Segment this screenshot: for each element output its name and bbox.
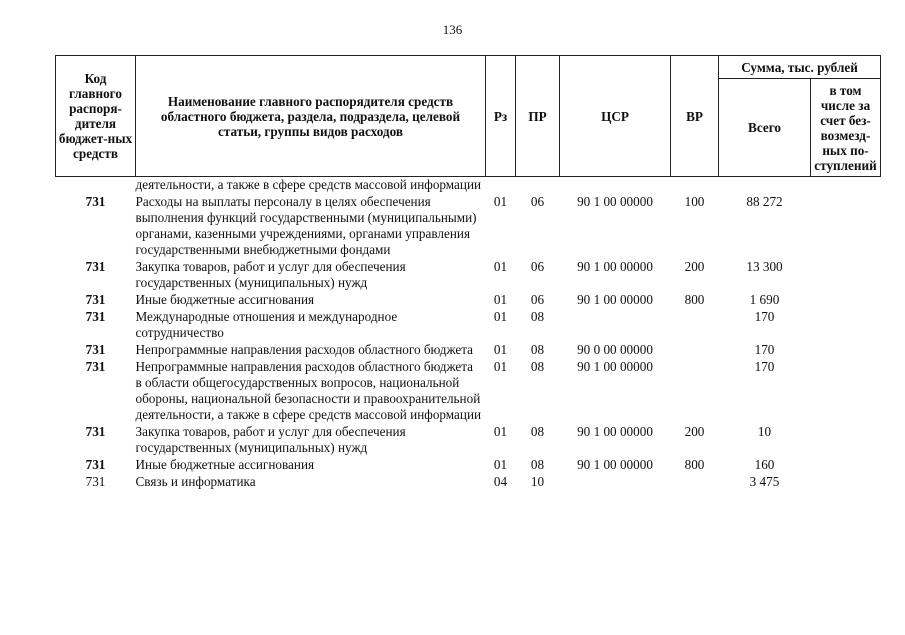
- cell-total: 160: [754, 457, 775, 472]
- cell-vr: [671, 341, 719, 358]
- table-row: [56, 473, 881, 490]
- cell-vr: 200: [684, 424, 705, 439]
- cell-total: 13 300: [746, 259, 783, 274]
- cell-gratuitous: [811, 423, 881, 456]
- cell-name: Расходы на выплаты персоналу в целях обеспечения выполнения функций государственными (муниципальными) органами, казенными учреждениями, органами управления государственными внебюджетными фондами: [135, 194, 477, 257]
- cell-vr: 800: [684, 292, 705, 307]
- cell-csr: 90 1 00 00000: [577, 194, 653, 209]
- header-name: Наименование главного распорядителя средств областного бюджета, раздела, подраздела, целевой статьи, группы видов расходов: [136, 56, 486, 177]
- cell-csr: 90 1 00 00000: [577, 424, 653, 439]
- table-row: [56, 258, 881, 291]
- cell-total: 88 272: [746, 194, 783, 209]
- cell-gratuitous: [811, 473, 881, 490]
- cell-gratuitous: [811, 456, 881, 473]
- cell-code: 731: [85, 359, 106, 374]
- header-code: Код главного распоря-дителя бюджет-ных средств: [56, 56, 136, 177]
- cell-pr: 08: [530, 309, 545, 324]
- cell-gratuitous: [811, 308, 881, 341]
- cell-csr: [560, 473, 671, 490]
- cell-name: Связь и информатика: [135, 474, 256, 489]
- cell-vr: 800: [684, 457, 705, 472]
- cell-name: Непрограммные направления расходов областного бюджета в области общегосударственных вопросов, национальной обороны, национальной безопасности и правоохранительной деятельности, а также в сфере средств массовой информации: [135, 359, 482, 422]
- cell-rz: 01: [493, 342, 508, 357]
- cell-total: 10: [757, 424, 772, 439]
- cell-rz: 01: [493, 359, 508, 374]
- cell-vr: [671, 308, 719, 341]
- cell-rz: 01: [493, 309, 508, 324]
- header-gratuitous: в том числе за счет без-возмезд-ных по-ступлений: [811, 79, 881, 177]
- cell-total: 170: [754, 309, 775, 324]
- cell-gratuitous: [811, 341, 881, 358]
- table-row: [56, 423, 881, 456]
- table-row: [56, 358, 881, 423]
- cell-total: 170: [754, 359, 775, 374]
- cell-csr: 90 0 00 00000: [577, 342, 653, 357]
- cell-name: Закупка товаров, работ и услуг для обеспечения государственных (муниципальных) нужд: [135, 259, 406, 290]
- table-row: [56, 456, 881, 473]
- cell-csr: 90 1 00 00000: [577, 259, 653, 274]
- cell-pr: 08: [530, 359, 545, 374]
- header-vr: ВР: [671, 56, 719, 177]
- cell-code: 731: [85, 259, 106, 274]
- cell-total: 3 475: [749, 474, 780, 489]
- table-row: [56, 308, 881, 341]
- header-total: Всего: [719, 79, 811, 177]
- header-pr: ПР: [516, 56, 560, 177]
- cell-name: Иные бюджетные ассигнования: [135, 457, 315, 472]
- cell-rz: 01: [493, 259, 508, 274]
- cell-csr: 90 1 00 00000: [577, 457, 653, 472]
- cell-pr: 10: [530, 474, 545, 489]
- cell-gratuitous: [811, 358, 881, 423]
- cell-total: 1 690: [749, 292, 780, 307]
- cell-rz: 01: [493, 194, 508, 209]
- cell-name: Закупка товаров, работ и услуг для обеспечения государственных (муниципальных) нужд: [135, 424, 406, 455]
- cell-total: 170: [754, 342, 775, 357]
- cell-pr: 06: [530, 194, 545, 209]
- cell-name: Иные бюджетные ассигнования: [135, 292, 315, 307]
- cell-name: Непрограммные направления расходов областного бюджета: [135, 342, 474, 357]
- cell-vr: [671, 358, 719, 423]
- cell-csr: [560, 308, 671, 341]
- continuation-text: деятельности, а также в сфере средств массовой информации: [135, 177, 482, 192]
- page-number: 136: [442, 22, 463, 37]
- cell-rz: 01: [493, 292, 508, 307]
- cell-csr: 90 1 00 00000: [577, 292, 653, 307]
- cell-code: 731: [85, 424, 106, 439]
- budget-table: [55, 55, 881, 490]
- cell-rz: 01: [493, 457, 508, 472]
- cell-pr: 08: [530, 342, 545, 357]
- cell-code: 731: [85, 457, 106, 472]
- cell-rz: 01: [493, 424, 508, 439]
- cell-gratuitous: [811, 258, 881, 291]
- cell-pr: 08: [530, 424, 545, 439]
- cell-vr: 100: [684, 194, 705, 209]
- cell-gratuitous: [811, 291, 881, 308]
- table-row: [56, 291, 881, 308]
- cell-code: 731: [85, 292, 106, 307]
- cell-vr: 200: [684, 259, 705, 274]
- table-row: [56, 193, 881, 258]
- cell-pr: 06: [530, 259, 545, 274]
- cell-vr: [671, 473, 719, 490]
- cell-pr: 08: [530, 457, 545, 472]
- header-rz: Рз: [486, 56, 516, 177]
- cell-name: Международные отношения и международное сотрудничество: [135, 309, 398, 340]
- cell-gratuitous: [811, 193, 881, 258]
- cell-code: 731: [85, 342, 106, 357]
- cell-rz: 04: [493, 474, 508, 489]
- cell-code: 731: [85, 474, 106, 489]
- cell-code: 731: [85, 309, 106, 324]
- table-row-continuation: [56, 177, 881, 194]
- header-csr: ЦСР: [560, 56, 671, 177]
- cell-csr: 90 1 00 00000: [577, 359, 653, 374]
- cell-pr: 06: [530, 292, 545, 307]
- table-row: [56, 341, 881, 358]
- table-body: [56, 177, 881, 491]
- header-sum-group: Сумма, тыс. рублей: [719, 56, 881, 79]
- cell-code: 731: [85, 194, 106, 209]
